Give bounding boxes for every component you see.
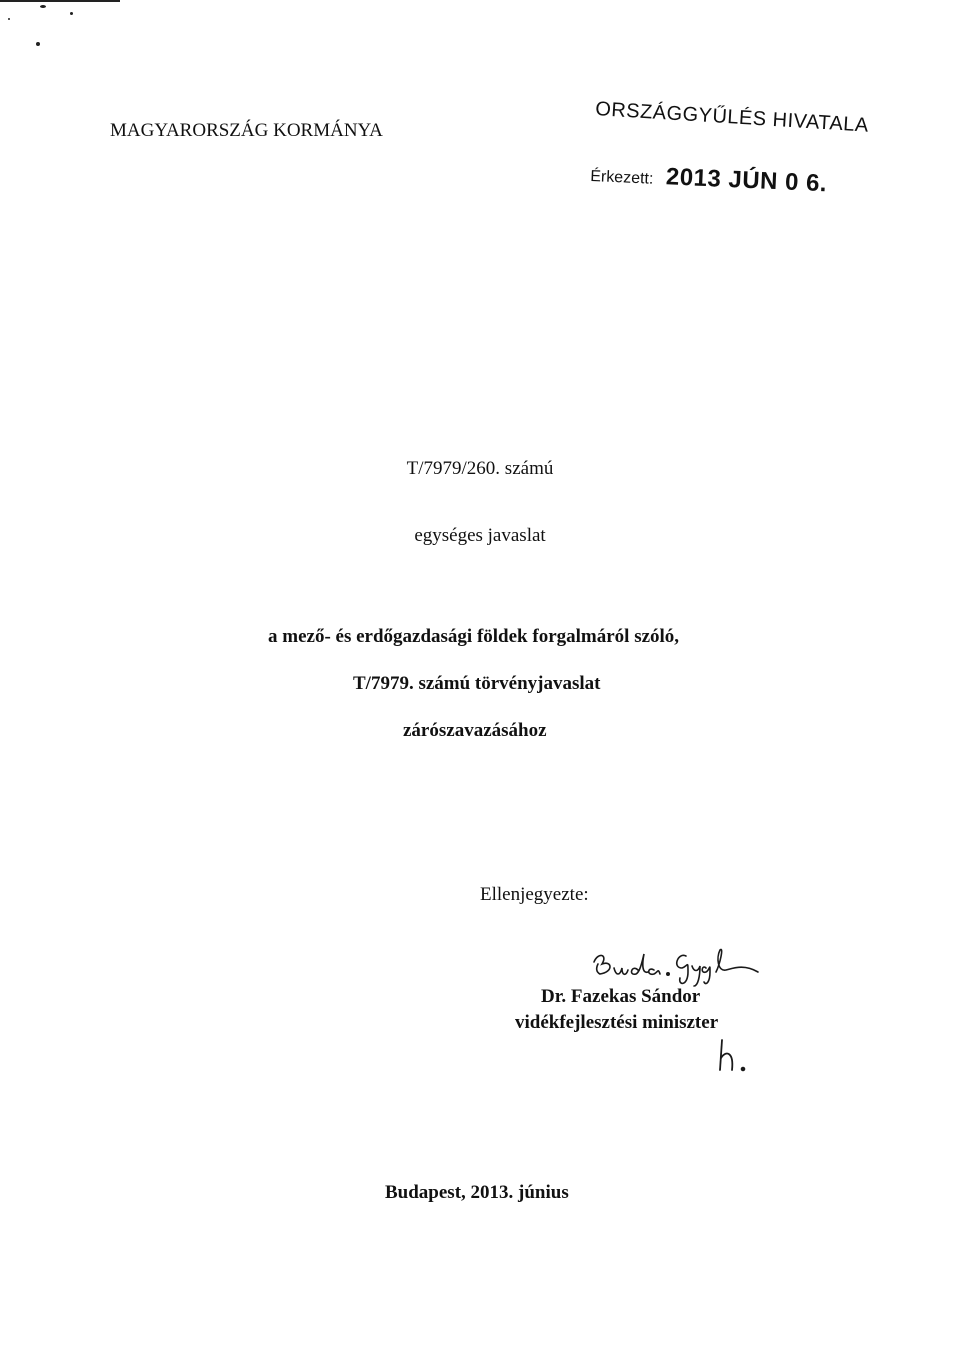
bill-number: T/7979. számú törvényjavaslat [353, 673, 601, 694]
place-and-date: Budapest, 2013. június [385, 1182, 569, 1203]
bill-purpose: zárószavazásához [403, 720, 547, 741]
sender-heading: MAGYARORSZÁG KORMÁNYA [110, 120, 383, 141]
received-date: 2013 JÚN 0 6. [665, 163, 828, 198]
document-type: egységes javaslat [414, 525, 546, 546]
document-number: T/7979/260. számú [406, 458, 554, 479]
countersigned-label: Ellenjegyezte: [480, 884, 589, 905]
bill-title: a mező- és erdőgazdasági földek forgalmáról szóló, [268, 626, 680, 647]
received-stamp-date-line [590, 160, 828, 198]
received-label: Érkezett: [589, 167, 654, 188]
handwritten-signature [588, 942, 768, 992]
handwritten-initial [716, 1036, 752, 1076]
received-stamp-office: ORSZÁGGYŰLÉS HIVATALA [594, 98, 870, 137]
minister-title: vidékfejlesztési miniszter [515, 1012, 719, 1033]
minister-name: Dr. Fazekas Sándor [541, 986, 701, 1007]
